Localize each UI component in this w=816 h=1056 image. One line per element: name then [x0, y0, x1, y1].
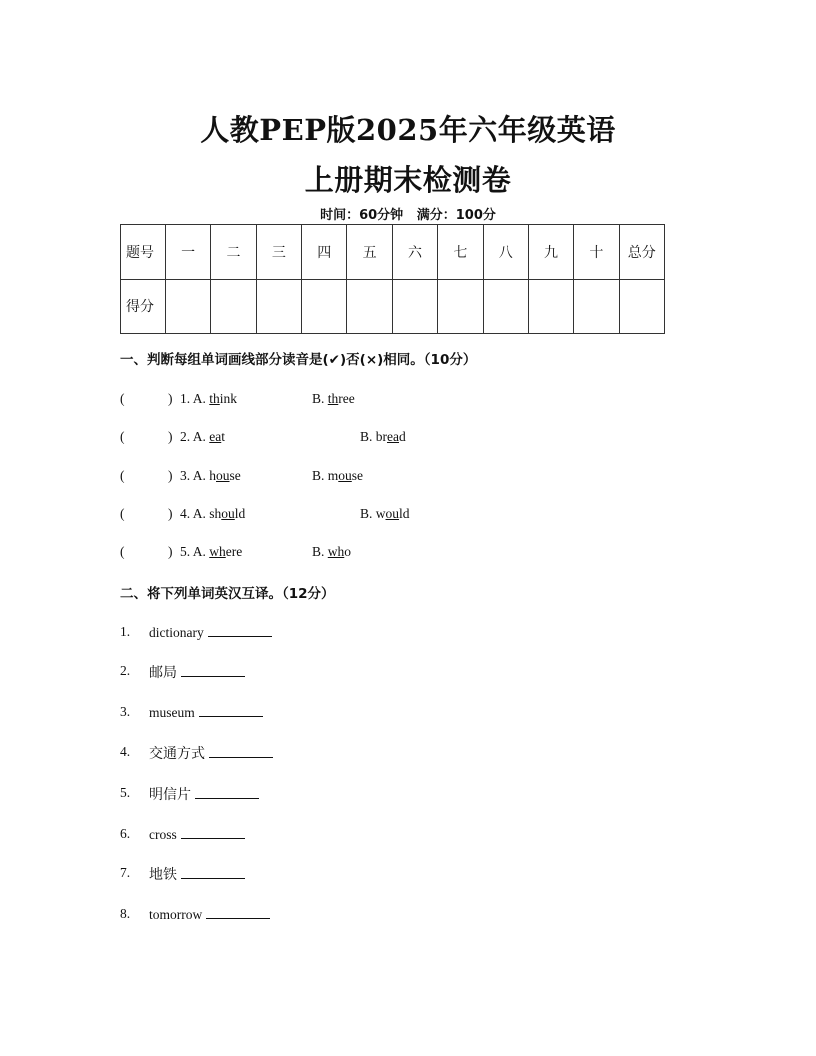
answer-blank[interactable]	[195, 786, 259, 799]
list-item: 4. A. should	[180, 506, 246, 521]
section1-title: 一、判断每组单词画线部分读音是(✔)否(×)相同。（10分）	[120, 352, 477, 368]
answer-paren-close: )	[168, 506, 173, 521]
score-cell[interactable]	[302, 279, 347, 334]
score-table-col: 七	[438, 225, 483, 280]
score-table-col: 三	[256, 225, 301, 280]
exam-title-line1: 人教PEP版2025年六年级英语	[200, 113, 616, 147]
score-table-row-label: 题号	[121, 225, 166, 280]
answer-paren-close: )	[168, 544, 173, 559]
score-table-col: 十	[574, 225, 619, 280]
question-number: 3. A.	[180, 468, 206, 483]
score-table-col: 五	[347, 225, 392, 280]
score-cell[interactable]	[166, 279, 211, 334]
question-number: 5. A.	[180, 544, 206, 559]
question-number: 3.	[120, 704, 131, 719]
question-number: 5.	[120, 785, 131, 800]
list-item: 交通方式	[149, 743, 273, 763]
list-item: 3. A. house	[180, 468, 241, 483]
answer-paren-open: (	[120, 429, 125, 444]
list-item: 2. A. eat	[180, 429, 226, 444]
list-item: 地铁	[149, 864, 245, 884]
option-b: B. bread	[360, 429, 406, 444]
answer-blank[interactable]	[208, 624, 272, 637]
answer-paren-close: )	[168, 468, 173, 483]
answer-blank[interactable]	[181, 826, 245, 839]
answer-paren-open: (	[120, 506, 125, 521]
option-b: B. three	[312, 391, 355, 406]
score-cell[interactable]	[528, 279, 573, 334]
score-table-col: 六	[392, 225, 437, 280]
answer-paren-close: )	[168, 429, 173, 444]
score-cell[interactable]	[211, 279, 256, 334]
list-item: 1. A. think	[180, 391, 238, 406]
answer-blank[interactable]	[199, 704, 263, 717]
question-number: 1. A.	[180, 391, 206, 406]
answer-paren-open: (	[120, 391, 125, 406]
score-cell[interactable]	[256, 279, 301, 334]
list-item: 5. A. where	[180, 544, 243, 559]
option-b: B. who	[312, 544, 352, 559]
score-table-col: 二	[211, 225, 256, 280]
question-number: 1.	[120, 624, 131, 639]
question-number: 4. A.	[180, 506, 206, 521]
score-table-row-label: 得分	[121, 279, 166, 334]
answer-paren-close: )	[168, 391, 173, 406]
answer-blank[interactable]	[206, 906, 270, 919]
score-table-col: 八	[483, 225, 528, 280]
score-cell[interactable]	[392, 279, 437, 334]
question-number: 7.	[120, 865, 131, 880]
score-table-col: 四	[302, 225, 347, 280]
list-item: 邮局	[149, 662, 245, 682]
question-number: 2. A.	[180, 429, 206, 444]
question-number: 4.	[120, 744, 131, 759]
score-cell[interactable]	[574, 279, 619, 334]
question-number: 8.	[120, 906, 131, 921]
answer-blank[interactable]	[181, 866, 245, 879]
score-table-header-row	[121, 225, 665, 280]
section2-title: 二、将下列单词英汉互译。（12分）	[120, 586, 335, 602]
question-number: 6.	[120, 826, 131, 841]
score-table-col: 九	[528, 225, 573, 280]
option-b: B. mouse	[312, 468, 364, 483]
answer-blank[interactable]	[181, 664, 245, 677]
option-b: B. would	[360, 506, 410, 521]
score-cell[interactable]	[347, 279, 392, 334]
list-item: cross	[149, 826, 245, 843]
exam-time-score: 时间：60分钟 满分：100分	[320, 208, 496, 223]
list-item: dictionary	[149, 624, 272, 641]
score-cell[interactable]	[619, 279, 664, 334]
question-number: 2.	[120, 663, 131, 678]
list-item: 明信片	[149, 784, 259, 804]
score-table	[120, 224, 665, 334]
score-cell[interactable]	[438, 279, 483, 334]
score-cell[interactable]	[483, 279, 528, 334]
answer-blank[interactable]	[209, 745, 273, 758]
exam-title-line2: 上册期末检测卷	[304, 163, 512, 197]
score-table-col: 总分	[619, 225, 664, 280]
score-table-col: 一	[166, 225, 211, 280]
answer-paren-open: (	[120, 468, 125, 483]
answer-paren-open: (	[120, 544, 125, 559]
list-item: museum	[149, 704, 263, 721]
score-table-score-row	[121, 279, 665, 334]
list-item: tomorrow	[149, 906, 270, 923]
